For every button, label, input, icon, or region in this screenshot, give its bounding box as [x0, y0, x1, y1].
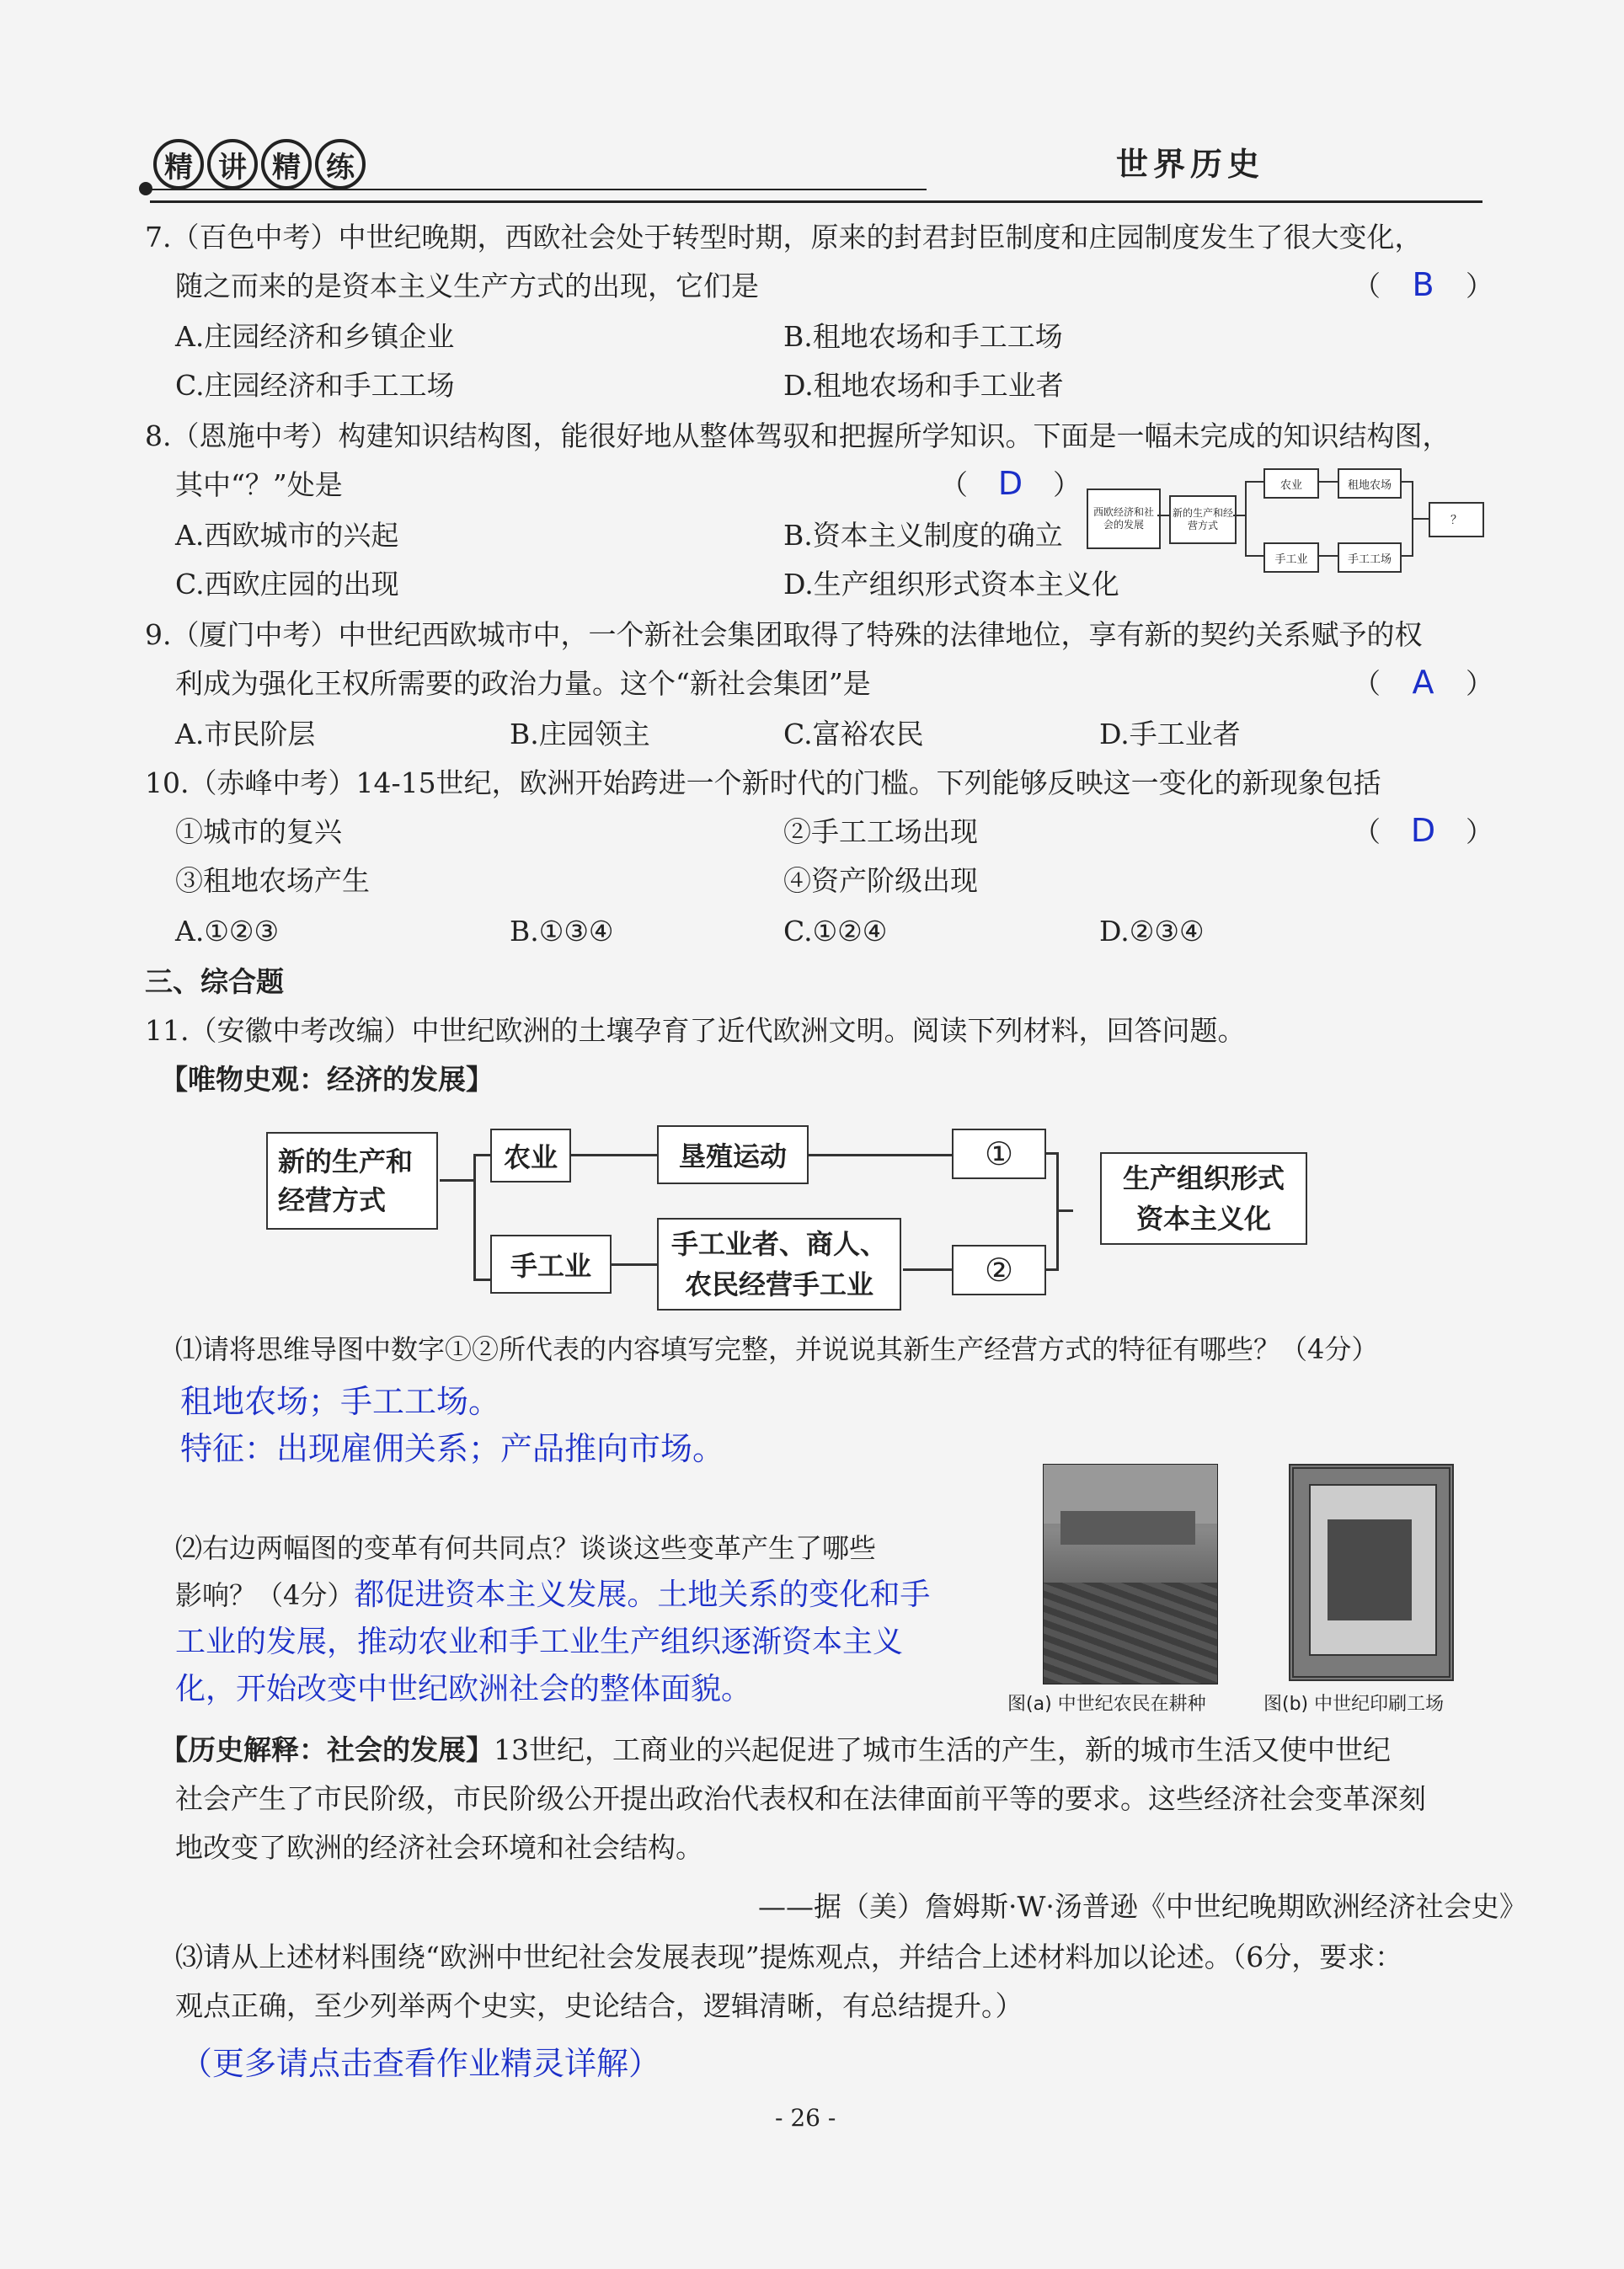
mindmap-root-line2: 经营方式 [278, 1184, 387, 1216]
q11-sub2-line2 [175, 1577, 930, 1614]
q9-answer: A [1412, 664, 1434, 701]
header [135, 135, 1482, 202]
q11-sub2-line1: ⑵右边两幅图的变革有何共同点？谈谈这些变革产生了哪些 [175, 1532, 877, 1564]
mindmap-reclaim: 垦殖运动 [657, 1125, 809, 1184]
mindmap-reclaim-connector [807, 1154, 952, 1156]
mindmap-left-bracket [473, 1154, 476, 1280]
q11-sub2-answer-2: 工业的发展，推动农业和手工业生产组织逐渐资本主义 [175, 1625, 904, 1659]
figure-a-field [1044, 1583, 1217, 1684]
q8-connector-3 [1245, 481, 1247, 557]
q11-sub2-answer-1: 都促进资本主义发展。土地关系的变化和手 [354, 1578, 931, 1612]
q11-source: ——据（美）詹姆斯·W·汤普逊《中世纪晚期欧洲经济社会史》 [758, 1890, 1527, 1923]
q8-connector-6 [1317, 481, 1338, 483]
q7-answer: B [1412, 266, 1434, 303]
q9-option-c: C.富裕农民 [783, 718, 924, 750]
q11-sub3-line2: 观点正确，至少列举两个史实，史论结合，逻辑清晰，有总结提升。） [175, 1989, 1023, 2022]
q8-diagram-farm: 租地农场 [1338, 468, 1402, 499]
q8-answer: D [997, 465, 1023, 502]
mindmap-left-bracket-bottom [473, 1279, 490, 1281]
q7-option-a: A.庄园经济和乡镇企业 [175, 320, 455, 353]
mindmap-left-bracket-top [473, 1154, 490, 1156]
mindmap-craft: 手工业 [490, 1235, 612, 1294]
figure-a-town [1060, 1511, 1195, 1545]
q10-option-d: D.②③④ [1099, 915, 1205, 948]
q8-connector-5 [1245, 555, 1263, 557]
q10-option-a: A.①②③ [175, 915, 280, 948]
q8-line2: 其中“？”处是 [175, 468, 343, 501]
q11-material2-line2: 社会产生了市民阶级，市民阶级公开提出政治代表权和在法律面前平等的要求。这些经济社会变革深刻 [175, 1782, 1426, 1815]
q8-connector-2 [1233, 515, 1245, 516]
q11-material2-text1: 13世纪，工商业的兴起促进了城市生活的产生，新的城市生活又使中世纪 [494, 1733, 1391, 1766]
q10-option-c: C.①②④ [783, 915, 888, 948]
q9-line1: 9.（厦门中考）中世纪西欧城市中，一个新社会集团取得了特殊的法律地位，享有新的契约关系赋予的权 [145, 618, 1423, 651]
mindmap-result-line1: 生产组织形式 [1122, 1162, 1285, 1194]
figure-b-printing-image [1289, 1464, 1454, 1681]
q10-answer: D [1410, 812, 1436, 849]
q11-sub1-answer-2: 特征：出现雇佣关系；产品推向市场。 [180, 1430, 725, 1467]
mindmap-craft-connector [610, 1263, 657, 1266]
mindmap-result-line2: 资本主义化 [1135, 1203, 1271, 1235]
header-badge-4: 练 [315, 139, 366, 190]
q8-answer-paren: （ D ） [940, 465, 1081, 502]
q8-connector-8 [1400, 481, 1412, 483]
q8-diagram-unknown: ？ [1429, 502, 1484, 537]
q10-item2: ②手工工场出现 [783, 815, 978, 848]
figure-a-farming-image [1043, 1464, 1218, 1684]
figure-a-caption: 图(a) 中世纪农民在耕种 [1007, 1694, 1206, 1715]
q8-connector-1 [1157, 515, 1169, 516]
header-badge-2: 讲 [207, 139, 258, 190]
mindmap-people-connector [903, 1268, 952, 1271]
q9-answer-paren: （ A ） [1353, 664, 1493, 701]
q8-connector-4 [1245, 481, 1263, 483]
mindmap-agri-connector [569, 1154, 657, 1156]
q11-material2-line1 [160, 1733, 1391, 1767]
q10-answer-paren: （ D ） [1353, 812, 1493, 849]
mindmap-people-line2: 农民经营手工业 [684, 1268, 873, 1300]
q11-sub2-answer-3: 化，开始改变中世纪欧洲社会的整体面貌。 [175, 1672, 752, 1706]
section-title: 三、综合题 [145, 965, 284, 998]
header-dot [139, 182, 152, 195]
mindmap-agri: 农业 [490, 1129, 571, 1183]
mindmap-root [266, 1132, 438, 1230]
q8-diagram-left: 西欧经济和社会的发展 [1087, 489, 1161, 549]
q7-answer-paren: （ B ） [1353, 266, 1493, 303]
q10-line1: 10.（赤峰中考）14-15世纪，欧洲开始跨进一个新时代的门槛。下列能够反映这一变化的新现象包括 [145, 766, 1381, 799]
mindmap-right-bracket-top [1044, 1152, 1056, 1155]
q11-material2-title: 【历史解释：社会的发展】 [160, 1733, 494, 1766]
q10-option-b: B.①③④ [510, 915, 614, 948]
q8-diagram-craft: 手工业 [1263, 542, 1319, 573]
q11-material1-title: 【唯物史观：经济的发展】 [160, 1063, 494, 1096]
figure-b-press [1328, 1519, 1412, 1620]
q8-option-a: A.西欧城市的兴起 [175, 519, 399, 552]
q8-diagram-workshop: 手工工场 [1338, 542, 1402, 573]
page-number: - 26 - [775, 2104, 836, 2132]
q9-option-a: A.市民阶层 [175, 718, 316, 750]
q9-line2: 利成为强化王权所需要的政治力量。这个“新社会集团”是 [175, 667, 871, 700]
q11-material2-line3: 地改变了欧洲的经济社会环境和社会结构。 [175, 1831, 703, 1864]
mindmap-right-bracket-tip [1058, 1209, 1073, 1212]
mindmap-right-bracket-bottom [1044, 1268, 1056, 1271]
header-rule-full [150, 200, 1482, 203]
mindmap-blank1: ① [952, 1129, 1046, 1179]
q11-sub1-answer-1: 租地农场；手工工场。 [180, 1383, 501, 1420]
q11-sub3-line1: ⑶请从上述材料围绕“欧洲中世纪社会发展表现”提炼观点，并结合上述材料加以论述。（6分，要求： [175, 1941, 1403, 1973]
header-badge-1: 精 [153, 139, 204, 190]
header-rule-left [152, 189, 927, 190]
q11-intro: 11.（安徽中考改编）中世纪欧洲的土壤孕育了近代欧洲文明。阅读下列材料，回答问题。 [145, 1014, 1246, 1047]
q9-option-d: D.手工业者 [1099, 718, 1241, 750]
q8-connector-7 [1317, 555, 1338, 557]
mindmap-people [657, 1218, 901, 1311]
q11-sub2-prefix: 影响？（4分） [175, 1579, 355, 1611]
q8-option-c: C.西欧庄园的出现 [175, 568, 399, 601]
mindmap-root-line1: 新的生产和 [278, 1145, 414, 1177]
q10-item1: ①城市的复兴 [175, 815, 342, 848]
mindmap-people-line1: 手工业者、商人、 [670, 1228, 887, 1260]
q11-sub1: ⑴请将思维导图中数字①②所代表的内容填写完整，并说说其新生产经营方式的特征有哪些？（4分） [175, 1333, 1379, 1365]
q9-option-b: B.庄园领主 [510, 718, 650, 750]
q8-diagram-mid: 新的生产和经营方式 [1169, 495, 1237, 544]
header-badge-3: 精 [261, 139, 312, 190]
header-subject: 世界历史 [1116, 145, 1265, 183]
mindmap-root-connector [440, 1179, 473, 1182]
q10-item4: ④资产阶级出现 [783, 864, 978, 897]
q8-option-b: B.资本主义制度的确立 [783, 519, 1063, 552]
q8-line1: 8.（恩施中考）构建知识结构图，能很好地从整体驾驭和把握所学知识。下面是一幅未完成的知识结构图， [145, 419, 1450, 452]
q7-line1: 7.（百色中考）中世纪晚期，西欧社会处于转型时期，原来的封君封臣制度和庄园制度发生了很大变化， [145, 221, 1423, 254]
q10-item3: ③租地农场产生 [175, 864, 370, 897]
mindmap-result [1100, 1152, 1307, 1245]
q7-option-c: C.庄园经济和手工工场 [175, 369, 455, 402]
figure-b-caption: 图(b) 中世纪印刷工场 [1263, 1694, 1445, 1715]
mindmap-blank2: ② [952, 1245, 1046, 1295]
q7-option-d: D.租地农场和手工业者 [783, 369, 1064, 402]
q8-diagram-agri: 农业 [1263, 468, 1319, 499]
q8-connector-9 [1400, 555, 1412, 557]
q7-option-b: B.租地农场和手工工场 [783, 320, 1063, 353]
q8-connector-11 [1412, 518, 1429, 520]
more-details-link[interactable]: （更多请点击查看作业精灵详解） [180, 2045, 661, 2082]
q8-option-d: D.生产组织形式资本主义化 [783, 568, 1119, 601]
q7-line2: 随之而来的是资本主义生产方式的出现，它们是 [175, 270, 759, 302]
